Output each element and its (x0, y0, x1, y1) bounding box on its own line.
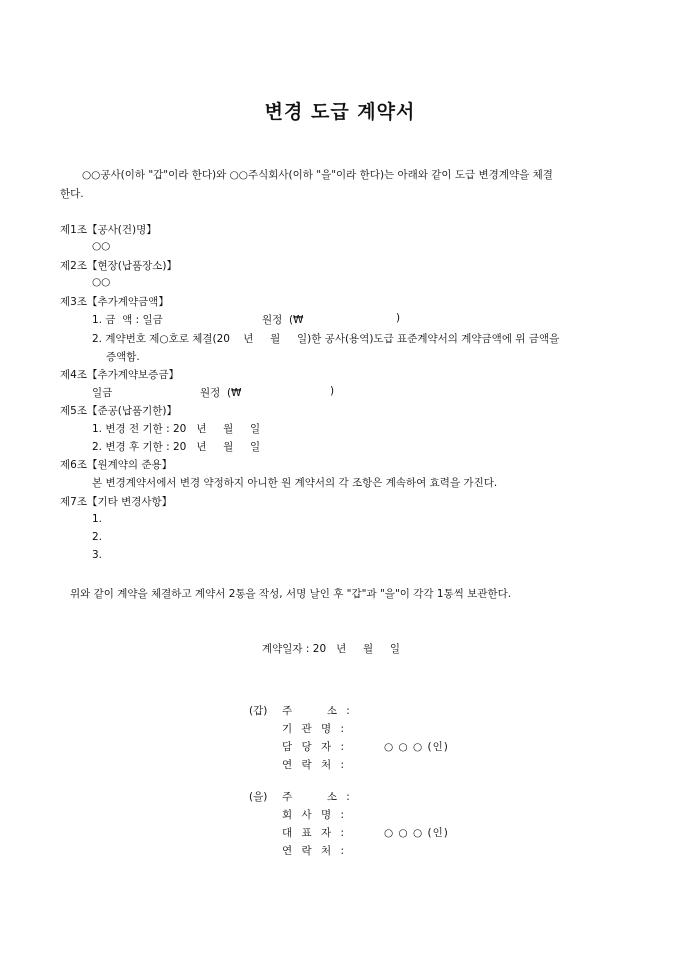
article-4-heading: 제4조【추가계약보증금】 (60, 369, 179, 381)
party-b-company: 회 사 명 : (282, 809, 347, 821)
article-5-heading: 제5조【준공(납품기한)】 (60, 405, 178, 417)
party-b-rep-seal: ○ ○ ○ (인) (384, 827, 449, 839)
article-3-item-2-line-1: 2. 계약번호 제○호로 체결(20 년 월 일)한 공사(용역)도급 표준계약서의 계약금액에 위 금액을 (92, 333, 560, 345)
party-b-label: (을) (249, 791, 268, 803)
article-7-heading: 제7조【기타 변경사항】 (60, 496, 173, 508)
article-7-item-1: 1. (92, 513, 103, 525)
contract-date: 계약일자 : 20 년 월 일 (262, 643, 400, 655)
article-3-item-2-line-2: 증액함. (106, 351, 140, 363)
article-4-close: ) (330, 385, 335, 397)
article-6-heading: 제6조【원계약의 준용】 (60, 459, 173, 471)
article-5-item-1: 1. 변경 전 기한 : 20 년 월 일 (92, 423, 261, 435)
article-4-label: 일금 (92, 387, 113, 399)
party-a-label: (갑) (249, 705, 268, 717)
article-2-heading: 제2조【현장(납품장소)】 (60, 260, 178, 272)
party-b-contact: 연 락 처 : (282, 845, 347, 857)
intro-line-1: ○○공사(이하 "갑"이라 한다)와 ○○주식회사(이하 "을"이라 한다)는 아래와 같이 도급 변경계약을 체결 (82, 169, 553, 181)
article-1-heading: 제1조【공사(건)명】 (60, 224, 157, 236)
party-a-org: 기 관 명 : (282, 723, 347, 735)
party-a-manager-seal: ○ ○ ○ (인) (384, 741, 449, 753)
article-7-item-3: 3. (92, 549, 103, 561)
closing-statement: 위와 같이 계약을 체결하고 계약서 2통을 작성, 서명 날인 후 "갑"과 "을"이 각각 1통씩 보관한다. (70, 588, 512, 600)
intro-line-2: 한다. (60, 188, 84, 200)
article-3-item-1-label: 1. 금 액 : 일금 (92, 314, 163, 326)
article-7-item-2: 2. (92, 531, 103, 543)
article-4-unit: 원정 (₩ (200, 387, 242, 399)
party-a-contact: 연 락 처 : (282, 759, 347, 771)
party-a-manager: 담 당 자 : (282, 741, 347, 753)
party-b-rep: 대 표 자 : (282, 827, 347, 839)
article-3-heading: 제3조【추가계약금액】 (60, 296, 169, 308)
article-2-content: ○○ (92, 276, 111, 288)
party-b-address: 주 소 : (282, 791, 353, 803)
document-title: 변경 도급 계약서 (264, 101, 416, 123)
party-a-address: 주 소 : (282, 705, 353, 717)
article-1-content: ○○ (92, 240, 111, 252)
article-3-item-1-unit: 원정 (₩ (262, 314, 304, 326)
article-6-content: 본 변경계약서에서 변경 약정하지 아니한 원 계약서의 각 조항은 계속하여 효력을 가진다. (92, 477, 498, 489)
article-3-item-1-close: ) (396, 312, 401, 324)
article-5-item-2: 2. 변경 후 기한 : 20 년 월 일 (92, 441, 261, 453)
